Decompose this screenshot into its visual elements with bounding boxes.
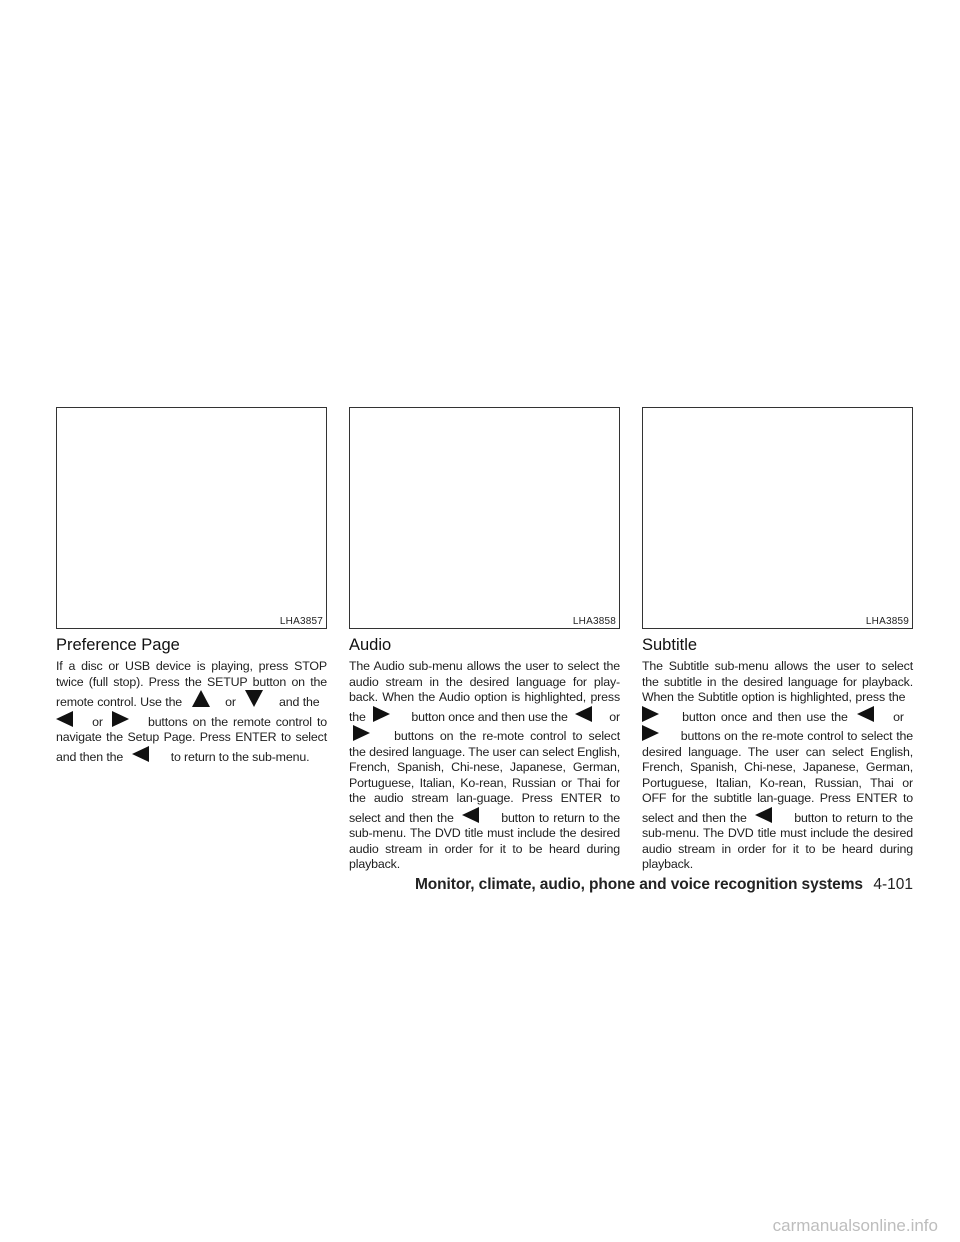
section-body: If a disc or USB device is playing, press STOP twice (full stop). Press the SETUP button on the remote control. Use the or and the or buttons on the remote control to navigate the Setup Page. Press ENTER to select and then the to return to the sub-menu.	[56, 659, 328, 764]
figure-code: LHA3857	[279, 616, 323, 627]
section-audio	[349, 407, 620, 873]
section-subtitle	[642, 407, 913, 873]
figure-code: LHA3859	[865, 616, 909, 627]
chapter-title: Monitor, climate, audio, phone and voice recognition systems	[415, 876, 863, 893]
watermark: carmanualsonline.info	[772, 1216, 938, 1235]
page-footer	[0, 876, 913, 894]
section-heading: Audio	[349, 636, 392, 654]
right-arrow-icon	[642, 706, 659, 722]
right-arrow-icon	[373, 706, 390, 722]
section-preference-page	[56, 407, 327, 765]
right-arrow-icon	[112, 711, 129, 727]
right-arrow-icon	[353, 725, 370, 741]
figure-lha3859	[642, 407, 913, 629]
section-body: The Subtitle sub-menu allows the user to select the subtitle in the desired language for playback. When the Subtitle option is highlighted, press the button once and then use the or buttons on the re-mote control to select the desired language. The user can select English, French, Spanish, Chi-nese, Japanese, German, Portuguese, Italian, Ko-rean, Russian, Thai or OFF for the subtitle lan-guage. Press ENTER to select and then the button to return to the sub-menu. The DVD title must include the desired audio stream in order for it to be heard during playback.	[642, 659, 914, 871]
figure-lha3858	[349, 407, 620, 629]
section-body: The Audio sub-menu allows the user to select the audio stream in the desired language for play-back. When the Audio option is highlighted, press the button once and then use the or buttons on the re-mote control to select the desired language. The user can select English, French, Spanish, Chi-nese, Japanese, German, Portuguese, Italian, Ko-rean, Russian or Thai for the audio stream lan-guage. Press ENTER to select and then the button to return to the sub-menu. The DVD title must include the desired audio stream in order for it to be heard during playback.	[349, 659, 621, 871]
left-arrow-icon	[56, 711, 73, 727]
left-arrow-icon	[462, 807, 479, 823]
page-number: 4-101	[873, 876, 913, 893]
section-heading: Preference Page	[56, 636, 180, 654]
left-arrow-icon	[857, 706, 874, 722]
section-heading: Subtitle	[642, 636, 698, 654]
up-arrow-icon	[192, 690, 210, 707]
figure-lha3857	[56, 407, 327, 629]
down-arrow-icon	[245, 690, 263, 707]
left-arrow-icon	[132, 746, 149, 762]
left-arrow-icon	[755, 807, 772, 823]
left-arrow-icon	[575, 706, 592, 722]
figure-code: LHA3858	[572, 616, 616, 627]
right-arrow-icon	[642, 725, 659, 741]
